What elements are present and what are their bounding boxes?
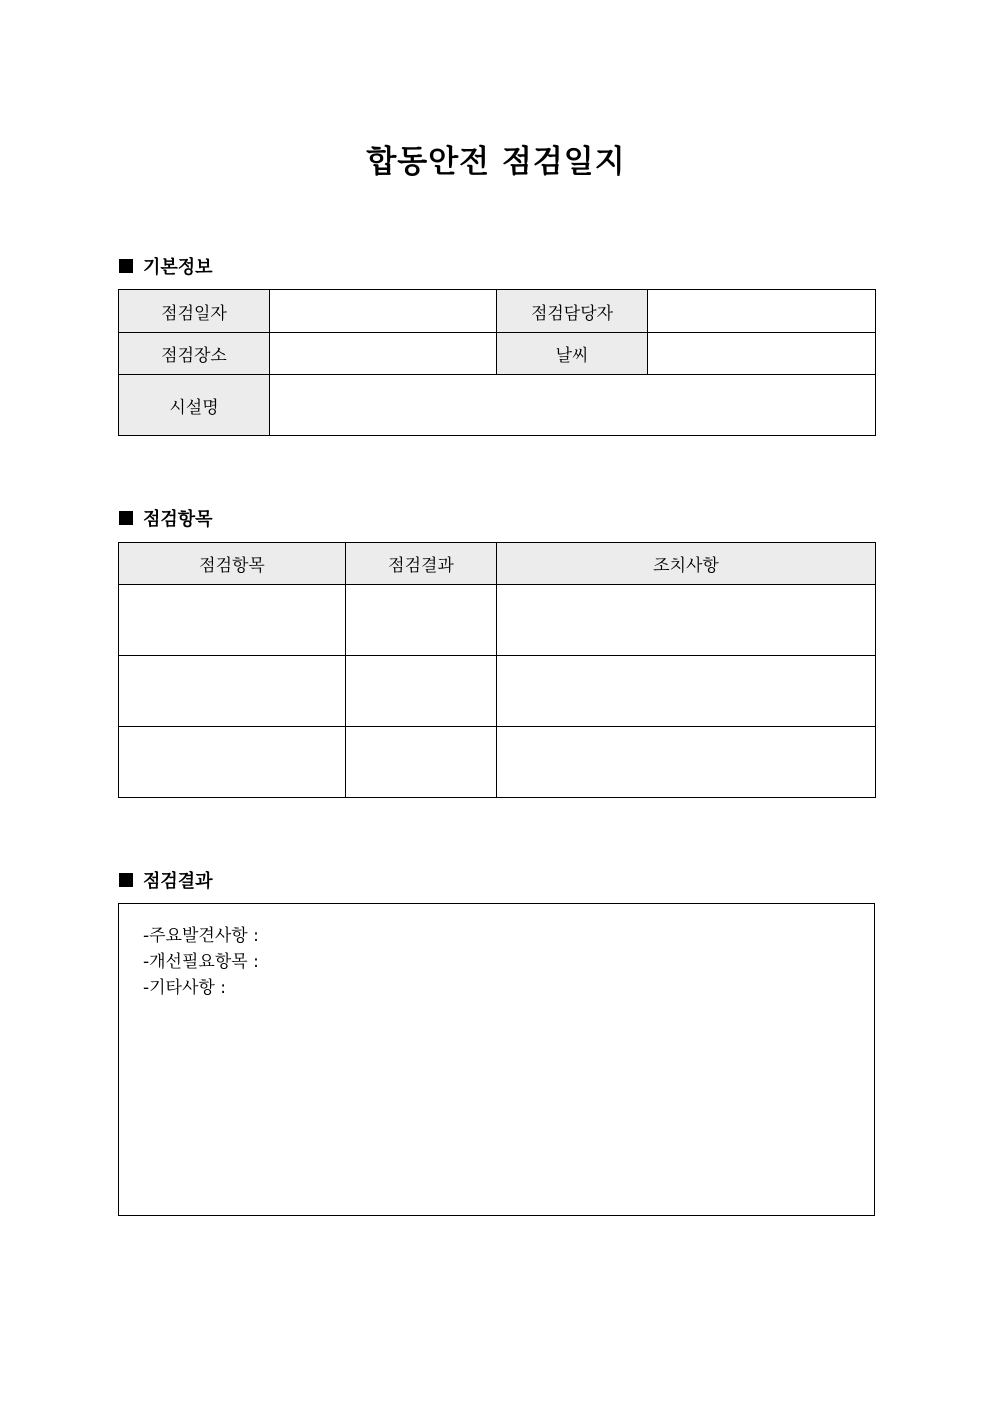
results-list xyxy=(143,923,259,1001)
inspection-date-field[interactable] xyxy=(270,290,497,333)
result-cell[interactable] xyxy=(346,727,497,798)
weather-label: 날씨 xyxy=(497,333,648,375)
section-heading-basic-info xyxy=(119,253,213,279)
inspection-items-table xyxy=(118,542,876,798)
action-cell[interactable] xyxy=(497,656,876,727)
inspection-results-box[interactable] xyxy=(118,903,875,1216)
location-field[interactable] xyxy=(270,333,497,375)
column-header-action: 조치사항 xyxy=(497,543,876,585)
section-heading-inspection-items xyxy=(119,505,213,531)
section-heading-inspection-results xyxy=(119,867,213,893)
action-cell[interactable] xyxy=(497,585,876,656)
basic-info-table xyxy=(118,289,876,436)
column-header-item: 점검항목 xyxy=(119,543,346,585)
weather-field[interactable] xyxy=(648,333,876,375)
table-row xyxy=(119,333,876,375)
inspector-label: 점검담당자 xyxy=(497,290,648,333)
column-header-result: 점검결과 xyxy=(346,543,497,585)
section-heading-label: 점검항목 xyxy=(143,509,213,530)
location-label: 점검장소 xyxy=(119,333,270,375)
black-square-icon xyxy=(119,873,133,887)
item-cell[interactable] xyxy=(119,585,346,656)
result-cell[interactable] xyxy=(346,656,497,727)
black-square-icon xyxy=(119,259,133,273)
result-cell[interactable] xyxy=(346,585,497,656)
table-row xyxy=(119,656,876,727)
table-row xyxy=(119,375,876,436)
item-cell[interactable] xyxy=(119,656,346,727)
section-heading-label: 기본정보 xyxy=(143,257,213,278)
facility-field[interactable] xyxy=(270,375,876,436)
action-cell[interactable] xyxy=(497,727,876,798)
section-heading-label: 점검결과 xyxy=(143,871,213,892)
improvement-items-line: -개선필요항목 : xyxy=(143,952,259,972)
key-findings-line: -주요발견사항 : xyxy=(143,926,259,946)
inspector-field[interactable] xyxy=(648,290,876,333)
table-row xyxy=(119,585,876,656)
item-cell[interactable] xyxy=(119,727,346,798)
table-row xyxy=(119,290,876,333)
document-title: 합동안전 점검일지 xyxy=(366,144,626,180)
table-row xyxy=(119,727,876,798)
black-square-icon xyxy=(119,511,133,525)
other-notes-line: -기타사항 : xyxy=(143,978,226,998)
table-header-row xyxy=(119,543,876,585)
inspection-date-label: 점검일자 xyxy=(119,290,270,333)
facility-label: 시설명 xyxy=(119,375,270,436)
